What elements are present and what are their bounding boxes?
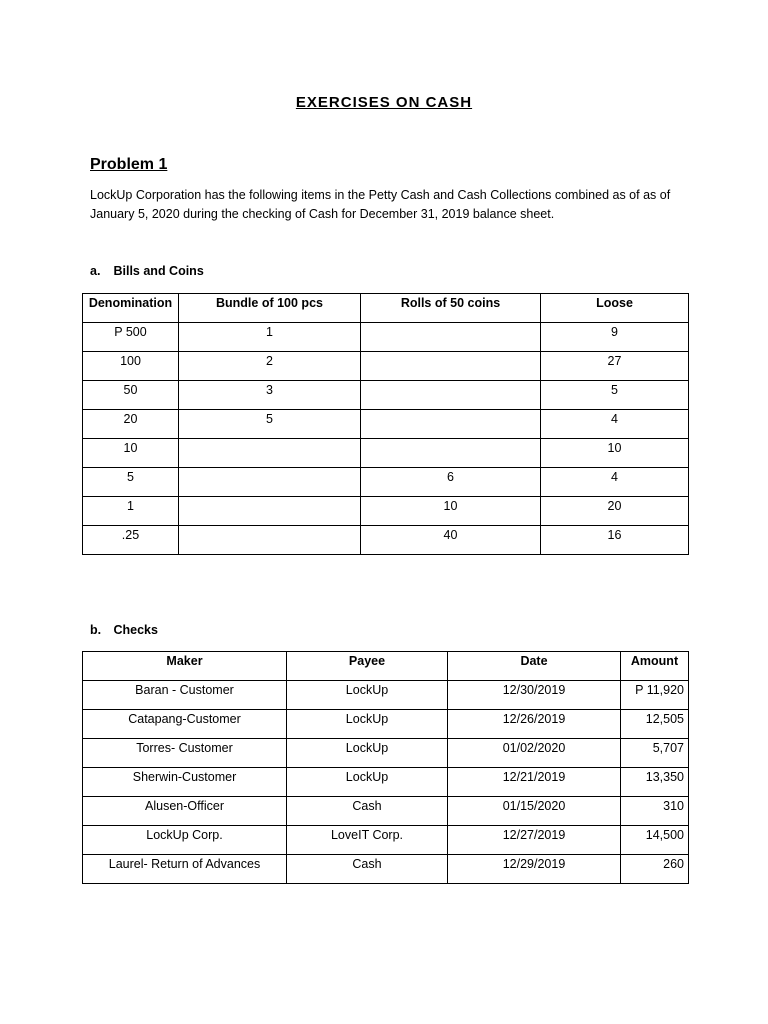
loose-cell: 10 <box>541 439 689 468</box>
bills-header-cell: Denomination <box>83 294 179 323</box>
checks-table <box>82 651 689 884</box>
bundle-cell <box>179 468 361 497</box>
rolls-cell <box>361 439 541 468</box>
loose-cell: 4 <box>541 410 689 439</box>
rolls-cell <box>361 410 541 439</box>
bundle-cell: 3 <box>179 381 361 410</box>
loose-cell: 9 <box>541 323 689 352</box>
checks-section-label <box>90 623 158 637</box>
date-cell: 12/30/2019 <box>448 681 621 710</box>
page-title: EXERCISES ON CASH <box>295 94 473 111</box>
table-row <box>83 497 689 526</box>
loose-cell: 4 <box>541 468 689 497</box>
amount-cell: 260 <box>621 855 689 884</box>
table-row <box>83 855 689 884</box>
table-row <box>83 768 689 797</box>
table-row <box>83 526 689 555</box>
date-cell: 01/15/2020 <box>448 797 621 826</box>
bundle-cell <box>179 526 361 555</box>
rolls-cell <box>361 381 541 410</box>
bills-section-marker: a. <box>90 264 101 278</box>
amount-cell: 310 <box>621 797 689 826</box>
maker-cell: Laurel- Return of Advances <box>83 855 287 884</box>
denomination-cell: 1 <box>83 497 179 526</box>
bills-section-title: Bills and Coins <box>113 264 204 278</box>
table-row <box>83 797 689 826</box>
payee-cell: Cash <box>287 855 448 884</box>
bills-header-cell: Bundle of 100 pcs <box>179 294 361 323</box>
loose-cell: 20 <box>541 497 689 526</box>
date-cell: 12/27/2019 <box>448 826 621 855</box>
rolls-cell: 10 <box>361 497 541 526</box>
amount-cell: P 11,920 <box>621 681 689 710</box>
date-cell: 01/02/2020 <box>448 739 621 768</box>
table-row <box>83 710 689 739</box>
denomination-cell: 20 <box>83 410 179 439</box>
table-row <box>83 681 689 710</box>
date-cell: 12/26/2019 <box>448 710 621 739</box>
denomination-cell: 50 <box>83 381 179 410</box>
denomination-cell: 100 <box>83 352 179 381</box>
checks-header-cell: Maker <box>83 652 287 681</box>
bundle-cell: 5 <box>179 410 361 439</box>
amount-cell: 12,505 <box>621 710 689 739</box>
payee-cell: LockUp <box>287 739 448 768</box>
maker-cell: Baran - Customer <box>83 681 287 710</box>
denomination-cell: 10 <box>83 439 179 468</box>
rolls-cell <box>361 323 541 352</box>
loose-cell: 27 <box>541 352 689 381</box>
amount-cell: 5,707 <box>621 739 689 768</box>
checks-header-cell: Date <box>448 652 621 681</box>
denomination-cell: .25 <box>83 526 179 555</box>
table-row <box>83 439 689 468</box>
table-row <box>83 739 689 768</box>
bundle-cell <box>179 439 361 468</box>
bundle-cell: 2 <box>179 352 361 381</box>
bills-header-row <box>83 294 689 323</box>
loose-cell: 16 <box>541 526 689 555</box>
bills-header-cell: Rolls of 50 coins <box>361 294 541 323</box>
checks-section-marker: b. <box>90 623 102 637</box>
maker-cell: Sherwin-Customer <box>83 768 287 797</box>
rolls-cell <box>361 352 541 381</box>
amount-cell: 14,500 <box>621 826 689 855</box>
payee-cell: LockUp <box>287 710 448 739</box>
payee-cell: LockUp <box>287 768 448 797</box>
checks-header-cell: Payee <box>287 652 448 681</box>
table-row <box>83 381 689 410</box>
loose-cell: 5 <box>541 381 689 410</box>
table-row <box>83 468 689 497</box>
bills-header-cell: Loose <box>541 294 689 323</box>
rolls-cell: 40 <box>361 526 541 555</box>
table-row <box>83 352 689 381</box>
bundle-cell <box>179 497 361 526</box>
maker-cell: Torres- Customer <box>83 739 287 768</box>
date-cell: 12/29/2019 <box>448 855 621 884</box>
table-row <box>83 826 689 855</box>
checks-header-cell: Amount <box>621 652 689 681</box>
denomination-cell: 5 <box>83 468 179 497</box>
bills-section-label <box>90 264 204 278</box>
checks-header-row <box>83 652 689 681</box>
table-row <box>83 323 689 352</box>
rolls-cell: 6 <box>361 468 541 497</box>
maker-cell: Catapang-Customer <box>83 710 287 739</box>
problem-heading: Problem 1 <box>90 156 168 173</box>
amount-cell: 13,350 <box>621 768 689 797</box>
maker-cell: Alusen-Officer <box>83 797 287 826</box>
table-row <box>83 410 689 439</box>
payee-cell: Cash <box>287 797 448 826</box>
denomination-cell: P 500 <box>83 323 179 352</box>
intro-paragraph: LockUp Corporation has the following items in the Petty Cash and Cash Collections combined as of as of January 5, 2020 during the checking of Cash for December 31, 2019 balance sheet. <box>90 188 671 221</box>
bills-and-coins-table <box>82 293 689 555</box>
payee-cell: LoveIT Corp. <box>287 826 448 855</box>
bundle-cell: 1 <box>179 323 361 352</box>
payee-cell: LockUp <box>287 681 448 710</box>
checks-section-title: Checks <box>113 623 158 637</box>
date-cell: 12/21/2019 <box>448 768 621 797</box>
maker-cell: LockUp Corp. <box>83 826 287 855</box>
